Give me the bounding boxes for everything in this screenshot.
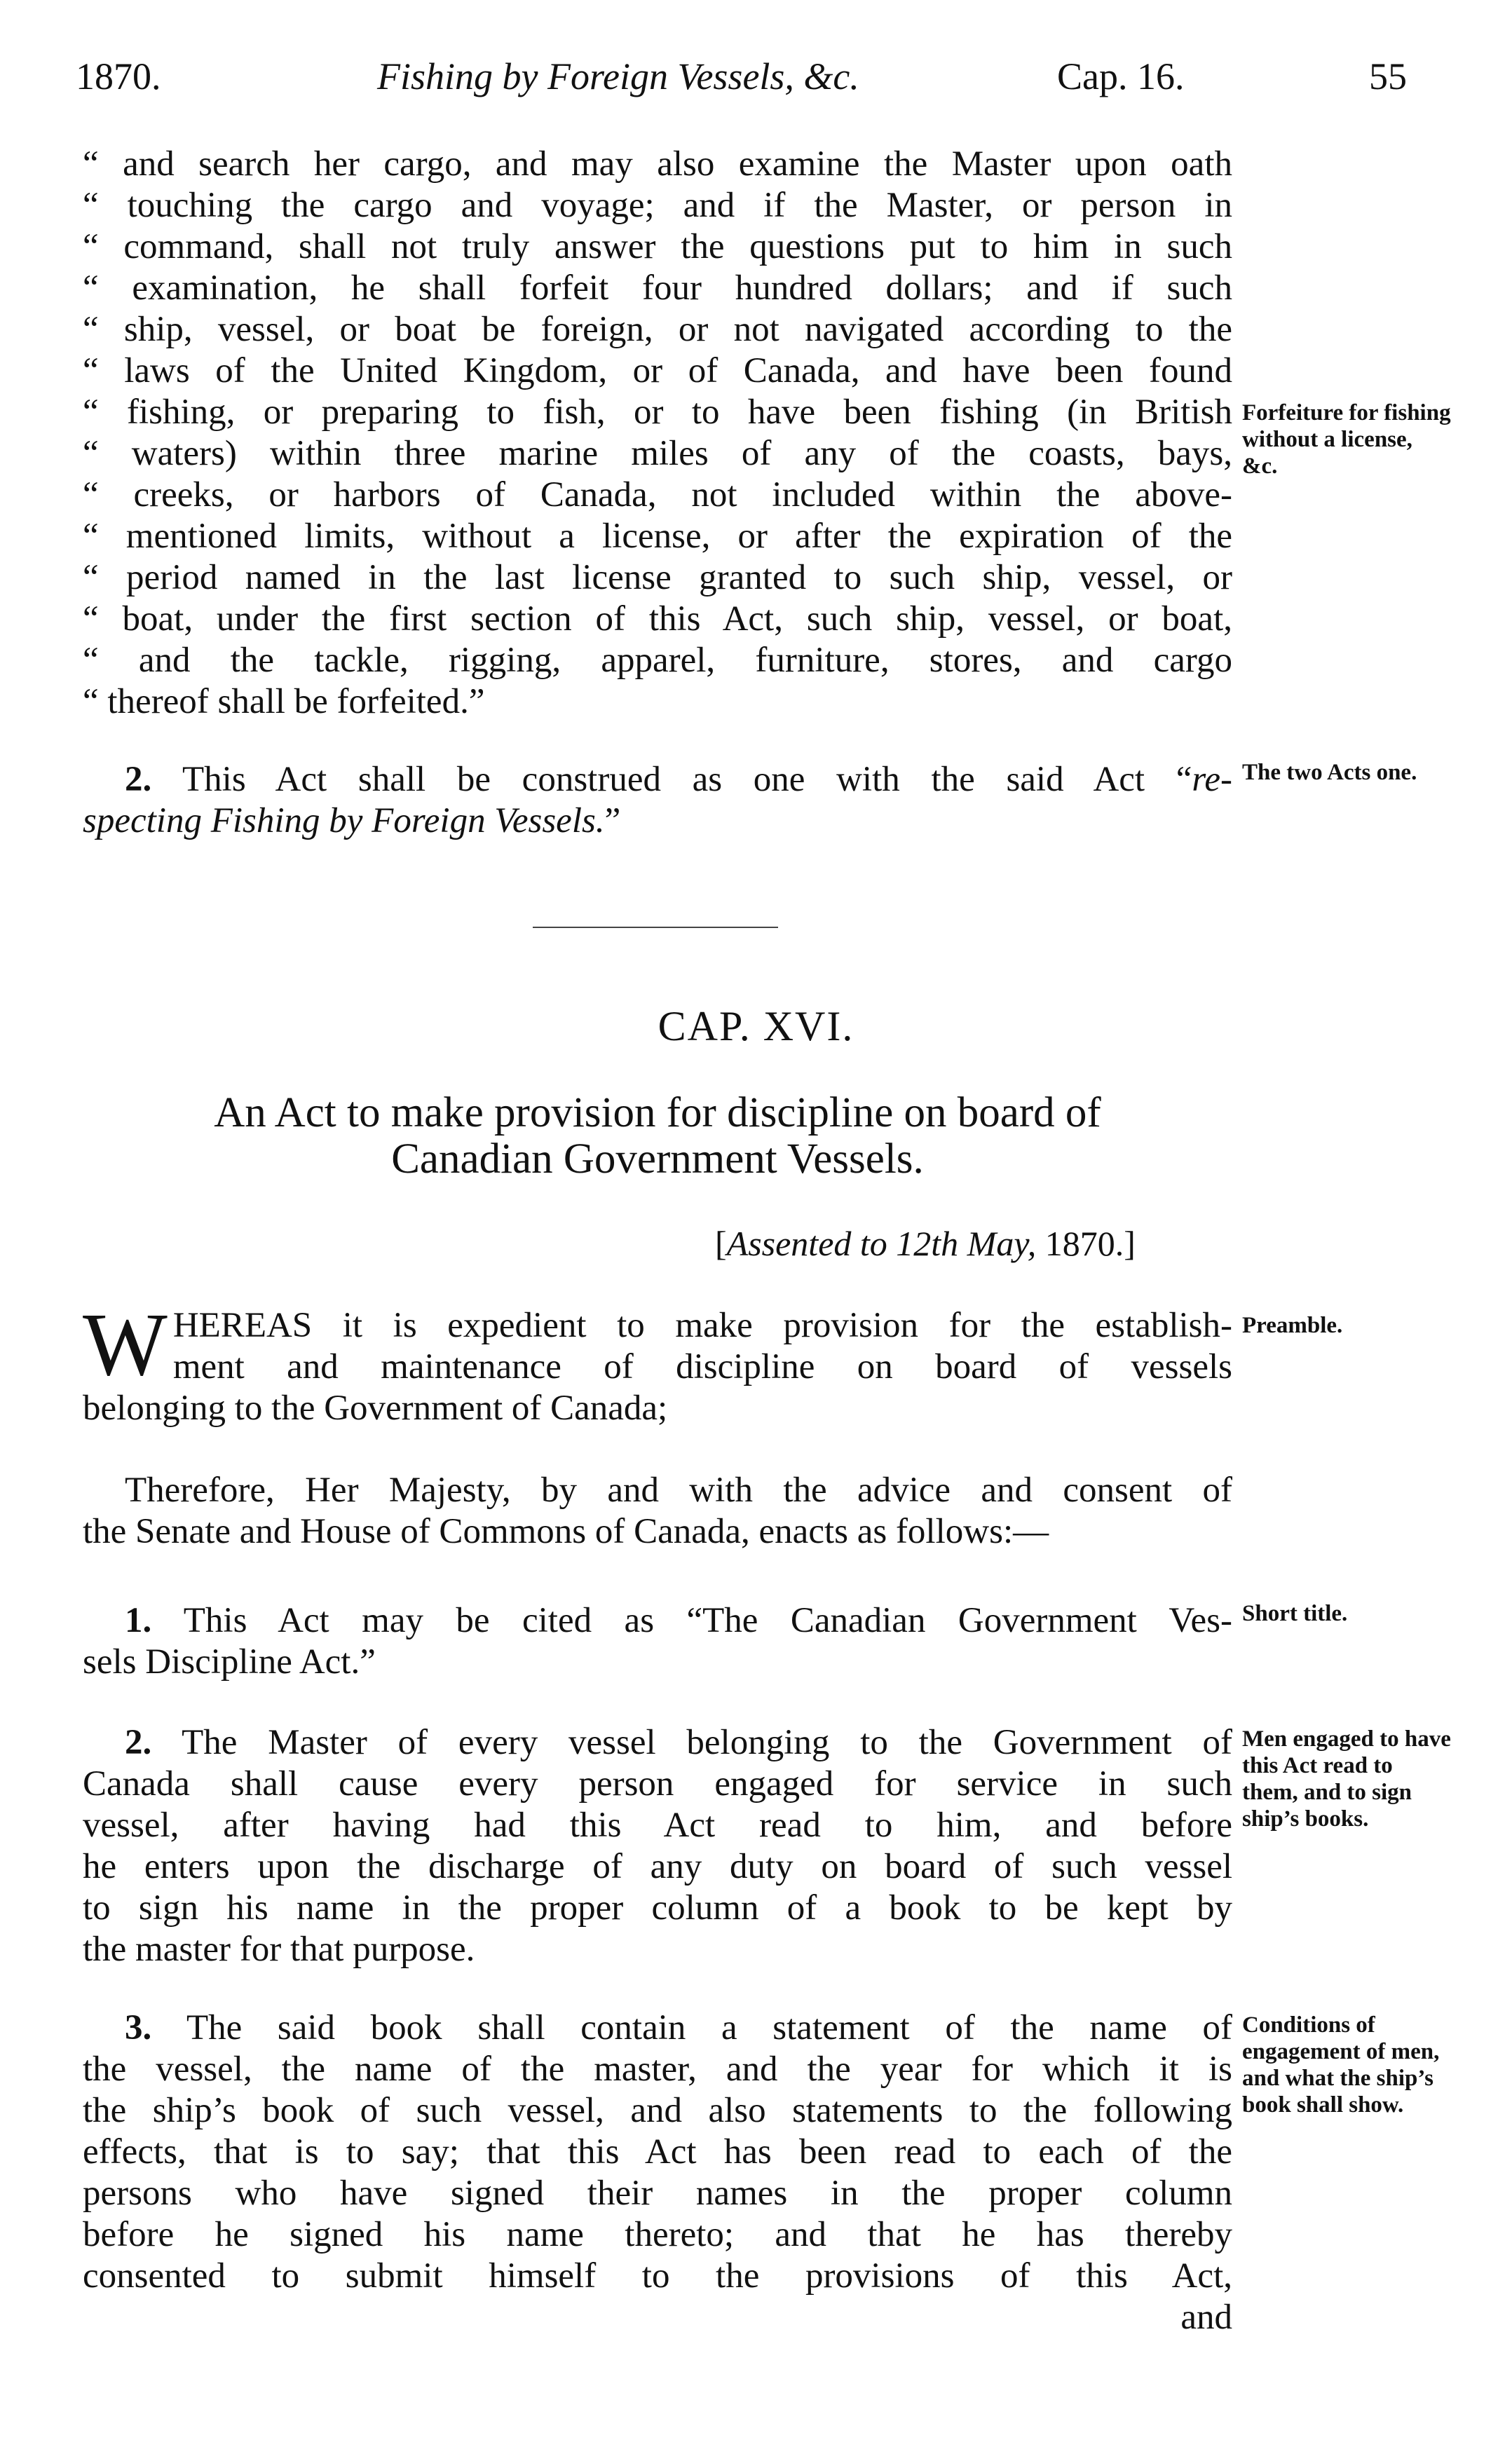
text-line: 2. This Act shall be construed as one with the said Act “re- bbox=[125, 760, 1232, 799]
assent-date: [Assented to 12th May, 1870.] bbox=[715, 1224, 1136, 1263]
text-line: 1. This Act may be cited as “The Canadian Government Ves- bbox=[125, 1601, 1232, 1640]
section-number: 3. bbox=[125, 2008, 152, 2047]
margin-note-two-acts: The two Acts one. bbox=[1242, 760, 1417, 785]
text-line: specting Fishing by Foreign Vessels.” bbox=[83, 801, 621, 840]
text-line: consented to submit himself to the provisions of this Act, bbox=[83, 2256, 1232, 2296]
header-year: 1870. bbox=[76, 55, 161, 97]
text-line: belonging to the Government of Canada; bbox=[83, 1389, 668, 1428]
margin-note-men-engaged: Men engaged to have this Act read to them, and to sign ship’s books. bbox=[1242, 1726, 1451, 1832]
section-2-previous-act bbox=[83, 759, 1232, 842]
text-line: “ fishing, or preparing to fish, or to have been fishing (in British bbox=[83, 393, 1232, 432]
text-line: the Senate and House of Commons of Canada, enacts as follows:— bbox=[83, 1512, 1049, 1551]
margin-note-conditions: Conditions of engagement of men, and what the ship’s book shall show. bbox=[1242, 2012, 1440, 2118]
text-line: vessel, after having had this Act read to him, and before bbox=[83, 1806, 1232, 1845]
catchword: and bbox=[1180, 2298, 1232, 2337]
running-header bbox=[76, 55, 1422, 111]
text-line: “ examination, he shall forfeit four hundred dollars; and if such bbox=[83, 268, 1232, 308]
section-2 bbox=[83, 1722, 1232, 1970]
text-line: the ship’s book of such vessel, and also statements to the following bbox=[83, 2091, 1232, 2130]
text-line: “ ship, vessel, or boat be foreign, or not navigated according to the bbox=[83, 310, 1232, 349]
preamble bbox=[83, 1295, 1232, 1429]
section-1 bbox=[83, 1600, 1232, 1683]
text-line: “ command, shall not truly answer the questions put to him in such bbox=[83, 227, 1232, 266]
text-line: 2. The Master of every vessel belonging to the Government of bbox=[125, 1723, 1232, 1762]
section-divider bbox=[533, 927, 778, 928]
margin-note-forfeiture: Forfeiture for fishing without a license, &c. bbox=[1242, 400, 1451, 479]
text-line: “ laws of the United Kingdom, or of Canada, and have been found bbox=[83, 351, 1232, 390]
section-number: 2. bbox=[125, 760, 152, 799]
drop-cap: W bbox=[83, 1295, 168, 1394]
text-line: the vessel, the name of the master, and the year for which it is bbox=[83, 2050, 1232, 2089]
text-line: “ mentioned limits, without a license, or after the expiration of the bbox=[83, 517, 1232, 556]
text-line: the master for that purpose. bbox=[83, 1930, 475, 1969]
text-line: “ and search her cargo, and may also examine the Master upon oath bbox=[83, 144, 1232, 184]
text-line: “ touching the cargo and voyage; and if the Master, or person in bbox=[83, 186, 1232, 225]
text-line: “ waters) within three marine miles of any of the coasts, bays, bbox=[83, 434, 1232, 473]
text-line: “ thereof shall be forfeited.” bbox=[83, 682, 485, 721]
text-line: before he signed his name thereto; and that he has thereby bbox=[83, 2215, 1232, 2254]
margin-note-preamble: Preamble. bbox=[1242, 1313, 1343, 1338]
text-line: “ boat, under the first section of this Act, such ship, vessel, or boat, bbox=[83, 599, 1232, 639]
text-line: persons who have signed their names in the proper column bbox=[83, 2174, 1232, 2213]
enacting-clause bbox=[83, 1470, 1232, 1553]
text-line: HEREAS it is expedient to make provision for the establish- bbox=[172, 1306, 1232, 1345]
text-line: 3. The said book shall contain a statement of the name of bbox=[125, 2008, 1232, 2047]
section-number: 2. bbox=[125, 1723, 152, 1762]
page-number: 55 bbox=[1369, 55, 1407, 97]
act-title-line-1: An Act to make provision for discipline on board of bbox=[214, 1089, 1101, 1136]
text-line: ment and maintenance of discipline on board of vessels bbox=[172, 1347, 1232, 1386]
text-line: to sign his name in the proper column of a book to be kept by bbox=[83, 1888, 1232, 1928]
margin-note-short-title: Short title. bbox=[1242, 1601, 1348, 1626]
text-line: “ and the tackle, rigging, apparel, furniture, stores, and cargo bbox=[83, 641, 1232, 680]
text-line: Therefore, Her Majesty, by and with the advice and consent of bbox=[125, 1471, 1232, 1510]
text-line: effects, that is to say; that this Act has been read to each of the bbox=[83, 2132, 1232, 2172]
act-title bbox=[83, 1090, 1232, 1182]
header-chapter: Cap. 16. bbox=[1057, 55, 1185, 97]
text-line: sels Discipline Act.” bbox=[83, 1642, 376, 1682]
text-line: he enters upon the discharge of any duty on board of such vessel bbox=[83, 1847, 1232, 1886]
text-line: Canada shall cause every person engaged for service in such bbox=[83, 1764, 1232, 1804]
text-line: “ creeks, or harbors of Canada, not included within the above- bbox=[83, 475, 1232, 514]
text-line: “ period named in the last license granted to such ship, vessel, or bbox=[83, 558, 1232, 597]
header-title: Fishing by Foreign Vessels, &c. bbox=[377, 55, 859, 97]
continued-section bbox=[83, 144, 1232, 723]
act-title-line-2: Canadian Government Vessels. bbox=[391, 1136, 924, 1182]
section-3 bbox=[83, 2007, 1232, 2338]
section-number: 1. bbox=[125, 1601, 152, 1640]
chapter-heading: CAP. XVI. bbox=[658, 1003, 854, 1049]
